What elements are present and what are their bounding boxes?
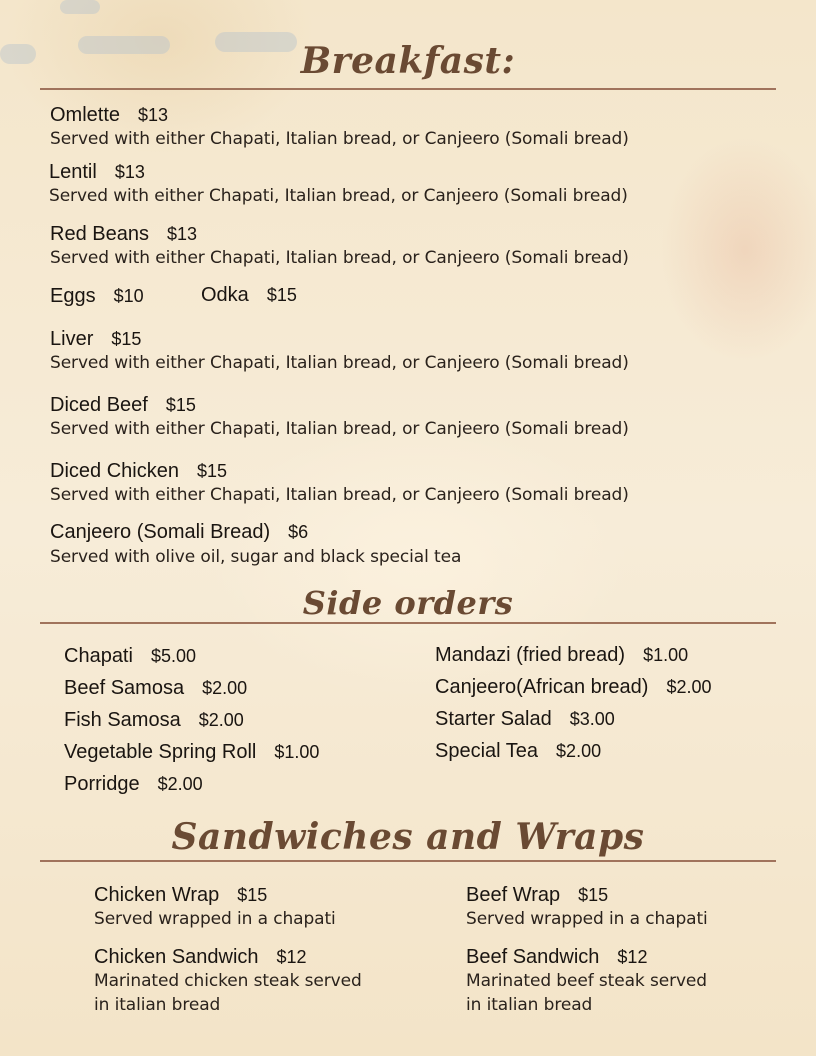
menu-item-price: $15 <box>266 285 297 305</box>
sandwiches-heading: Sandwiches and Wraps <box>171 816 645 858</box>
menu-item-name: Lentil $13 <box>49 161 145 183</box>
menu-item-name: Liver $15 <box>50 328 142 350</box>
menu-item-name: Chicken Wrap $15 <box>94 884 268 906</box>
menu-item-price: $12 <box>617 947 648 967</box>
menu-item-name: Odka $15 <box>201 284 297 306</box>
menu-item-name: Omlette $13 <box>50 104 169 126</box>
menu-item-price: $15 <box>111 329 142 349</box>
side-item-price: $2.00 <box>556 741 602 761</box>
side-item: Mandazi (fried bread) $1.00 <box>435 644 689 666</box>
side-item: Special Tea $2.00 <box>435 740 602 762</box>
side-item-price: $1.00 <box>643 645 689 665</box>
menu-item-price: $15 <box>165 395 196 415</box>
side-item-price: $5.00 <box>150 646 196 666</box>
breakfast-heading: Breakfast: <box>300 40 516 82</box>
menu-item-name: Red Beans $13 <box>50 223 198 245</box>
side-item: Chapati $5.00 <box>64 645 196 667</box>
menu-item-description: Served with either Chapati, Italian bread, or Canjeero (Somali bread) <box>50 419 629 439</box>
breakfast-divider <box>40 88 776 90</box>
menu-item-description: Served wrapped in a chapati <box>94 909 336 929</box>
menu-item-name: Chicken Sandwich $12 <box>94 946 307 968</box>
menu-item-price: $13 <box>138 105 169 125</box>
menu-item-description: Served with either Chapati, Italian bread, or Canjeero (Somali bread) <box>50 248 629 268</box>
menu-item-name: Diced Chicken $15 <box>50 460 227 482</box>
menu-item-price: $15 <box>237 885 268 905</box>
menu-item-name: Canjeero (Somali Bread) $6 <box>50 521 309 543</box>
menu-item-name: Eggs $10 <box>50 285 144 307</box>
menu-item-price: $13 <box>166 224 198 244</box>
menu-item-description: Marinated chicken steak served <box>94 971 362 991</box>
menu-item-price: $15 <box>196 461 227 481</box>
menu-item-description: Marinated beef steak served <box>466 971 707 991</box>
menu-item-description: Served with either Chapati, Italian bread, or Canjeero (Somali bread) <box>50 353 629 373</box>
side-item: Fish Samosa $2.00 <box>64 709 244 731</box>
menu-item-price: $15 <box>578 885 609 905</box>
side-item-price: $2.00 <box>157 774 203 794</box>
side-item-price: $3.00 <box>569 709 615 729</box>
menu-item-price: $10 <box>113 286 144 306</box>
menu-item-name: Diced Beef $15 <box>50 394 196 416</box>
side-item-price: $2.00 <box>202 678 248 698</box>
side-item: Starter Salad $3.00 <box>435 708 615 730</box>
side-item: Porridge $2.00 <box>64 773 203 795</box>
side-orders-heading: Side orders <box>302 584 514 622</box>
menu-item-description: Served with either Chapati, Italian bread, or Canjeero (Somali bread) <box>50 485 629 505</box>
side-item-price: $2.00 <box>666 677 712 697</box>
menu-item-name: Beef Sandwich $12 <box>466 946 648 968</box>
side-item-price: $1.00 <box>274 742 320 762</box>
menu-item-description: Served wrapped in a chapati <box>466 909 708 929</box>
menu-item-description: Served with either Chapati, Italian bread, or Canjeero (Somali bread) <box>49 186 628 206</box>
watercolor-wash <box>60 0 100 14</box>
menu-item-description: Served with olive oil, sugar and black special tea <box>50 547 462 567</box>
side-item-price: $2.00 <box>198 710 244 730</box>
menu-item-price: $13 <box>114 162 145 182</box>
sandwiches-divider <box>40 860 776 862</box>
side-item: Beef Samosa $2.00 <box>64 677 248 699</box>
menu-item-description: in italian bread <box>466 995 593 1015</box>
side-item: Canjeero(African bread) $2.00 <box>435 676 712 698</box>
menu-item-description: in italian bread <box>94 995 221 1015</box>
menu-item-description: Served with either Chapati, Italian bread, or Canjeero (Somali bread) <box>50 129 629 149</box>
menu-item-price: $12 <box>276 947 307 967</box>
menu-item-name: Beef Wrap $15 <box>466 884 609 906</box>
side-orders-divider <box>40 622 776 624</box>
side-item: Vegetable Spring Roll $1.00 <box>64 741 320 763</box>
menu-item-price: $6 <box>288 522 309 542</box>
